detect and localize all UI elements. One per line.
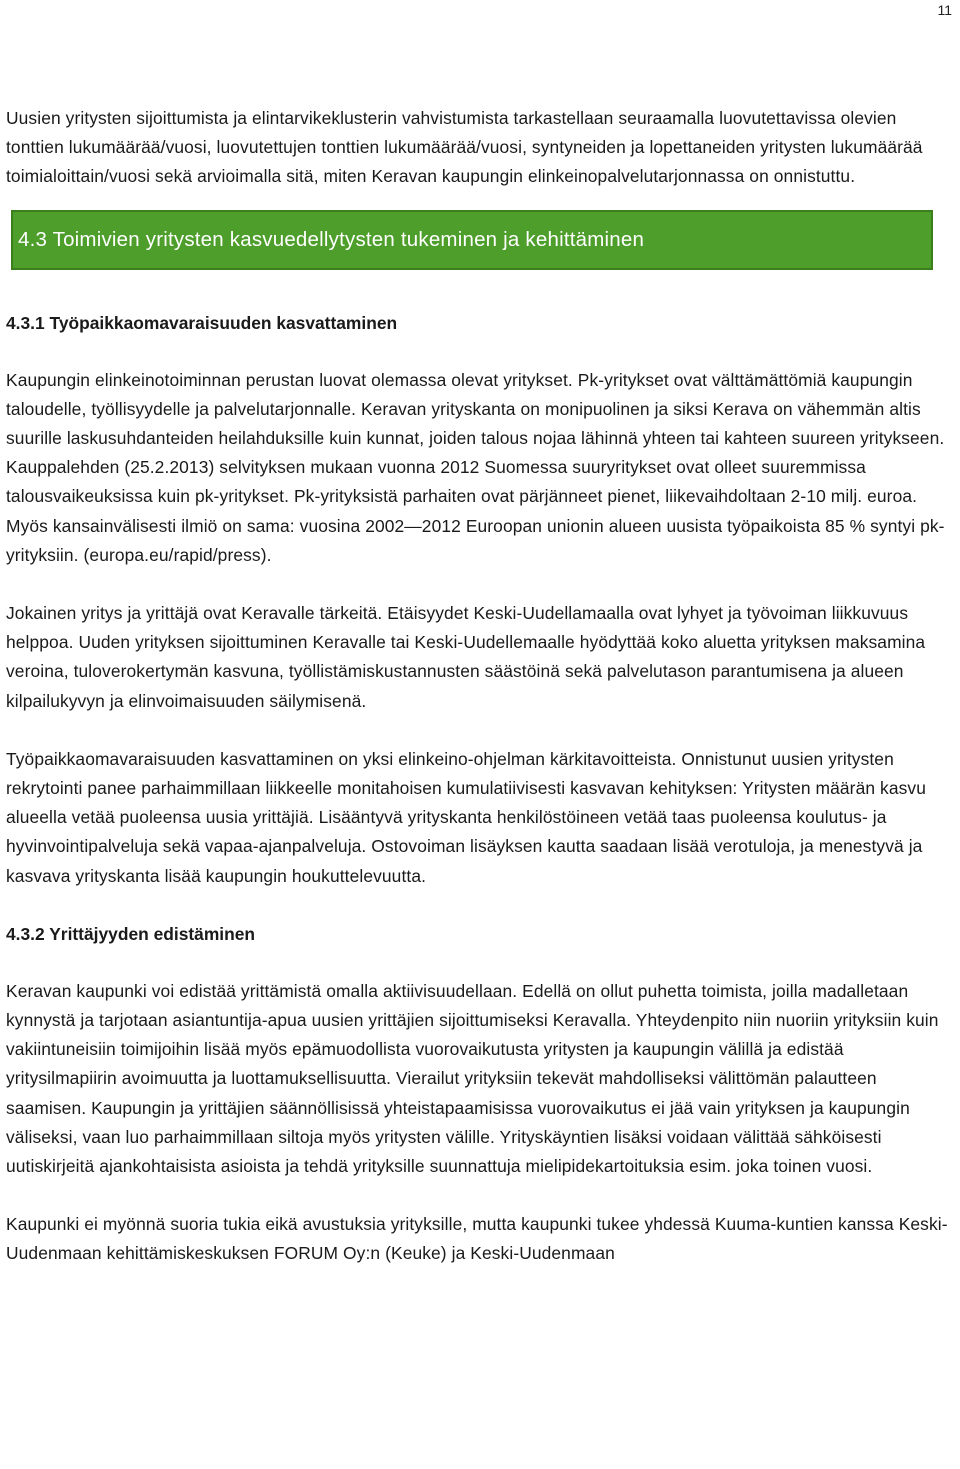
intro-paragraph: Uusien yritysten sijoittumista ja elintarvikeklusterin vahvistumista tarkastellaan seuraamalla luovutettavissa olevien tonttien lukumäärää/vuosi, luovutettujen tonttien lukumäärää/vuosi, syntyneiden ja lopettaneiden yritysten lukumäärää toimialoittain/vuosi sekä arvioimalla sitä, miten Keravan kaupungin elinkeinopalvelutarjonnassa on onnistuttu. [6,108,923,187]
subsection-heading-4-3-2: 4.3.2 Yrittäjyyden edistäminen [6,923,256,944]
subsection-heading-4-3-1: 4.3.1 Työpaikkaomavaraisuuden kasvattaminen [6,312,398,333]
paragraph: Jokainen yritys ja yrittäjä ovat Keravalle tärkeitä. Etäisyydet Keski-Uudellamaalla ovat lyhyet ja työvoiman liikkuvuus helppoa. Uuden yrityksen sijoittuminen Keravalle tai Keski-Uudellemaalle hyödyttää koko aluetta yrityksen maksamina veroina, tuloverokertymän kasvuna, työllistämiskustannusten säästöinä sekä palvelutason parantumisena ja alueen kilpailukyvyn ja elinvoimaisuuden säilymisenä. [6,603,926,711]
paragraph: Työpaikkaomavaraisuuden kasvattaminen on yksi elinkeino-ohjelman kärkitavoitteista. Onnistunut uusien yritysten rekrytointi panee parhaimmillaan liikkeelle monitahoisen kumulatiivisesti kasvavan kehityksen: Yritysten määrän kasvu alueella vetää puoleensa uusia yrittäjiä. Lisääntyvä yrityskanta henkilöstöineen vetää taas puoleensa koulutus- ja hyvinvointipalveluja sekä vapaa-ajanpalveluja. Ostovoiman lisäyksen kautta saadaan lisää verotuloja, ja menestyvä ja kasvava yrityskanta lisää kaupungin houkuttelevuutta. [6,748,926,886]
paragraph: Keravan kaupunki voi edistää yrittämistä omalla aktiivisuudellaan. Edellä on ollut puhetta toimista, joilla madalletaan kynnystä ja tarjotaan asiantuntija-apua uusien yrittäjien sijoittumiseksi Keravalla. Yhteydenpito niin nuoriin yrityksiin kuin vakiintuneisiin toimijoihin lisää myös epämuodollista vuorovaikutusta yritysten ja kaupungin välillä ja edistää yritysilmapiirin avoimuutta ja luottamuksellisuutta. Vierailut yrityksiin tekevät mahdolliseksi välittömän palautteen saamisen. Kaupungin ja yrittäjien säännöllisissä yhteistapaamisissa vuorovaikutus ei jää vain yrityksen ja kaupungin väliseksi, vaan luo parhaimmillaan siltoja myös yritysten välille. Yrityskäyntien lisäksi voidaan välittää sähköisesti uutiskirjeitä ajankohtaisista asioista ja tehdä yrityksille suunnattuja mielipidekartoituksia esim. joka toinen vuosi. [6,980,939,1177]
page-number: 11 [937,2,952,18]
paragraph: Kaupungin elinkeinotoiminnan perustan luovat olemassa olevat yritykset. Pk-yritykset ovat välttämättömiä kaupungin taloudelle, työllisyydelle ja palvelutarjonnalle. Keravan yrityskanta on monipuolinen ja siksi Kerava on vähemmän altis suurille laskusuhdanteiden heilahduksille kuin kunnat, joiden talous nojaa lähinnä yhteen tai kahteen suureen yritykseen. Kauppalehden (25.2.2013) selvityksen mukaan vuonna 2012 Suomessa suuryritykset ovat olleet suuremmissa talousvaikeuksissa kuin pk-yritykset. Pk-yrityksistä parhaiten ovat pärjänneet pienet, liikevaihdoltaan 2-10 milj. euroa. Myös kansainvälisesti ilmiö on sama: vuosina 2002—2012 Euroopan unionin alueen uusista työpaikoista 85 % syntyi pk-yrityksiin. (europa.eu/rapid/press). [6,369,945,565]
paragraph: Kaupunki ei myönnä suoria tukia eikä avustuksia yrityksille, mutta kaupunki tukee yhdessä Kuuma-kuntien kanssa Keski-Uudenmaan kehittämiskeskuksen FORUM Oy:n (Keuke) ja Keski-Uudenmaan [6,1214,948,1264]
document-body [6,104,956,1269]
section-heading-banner: 4.3 Toimivien yritysten kasvuedellytysten tukeminen ja kehittäminen [11,210,933,270]
